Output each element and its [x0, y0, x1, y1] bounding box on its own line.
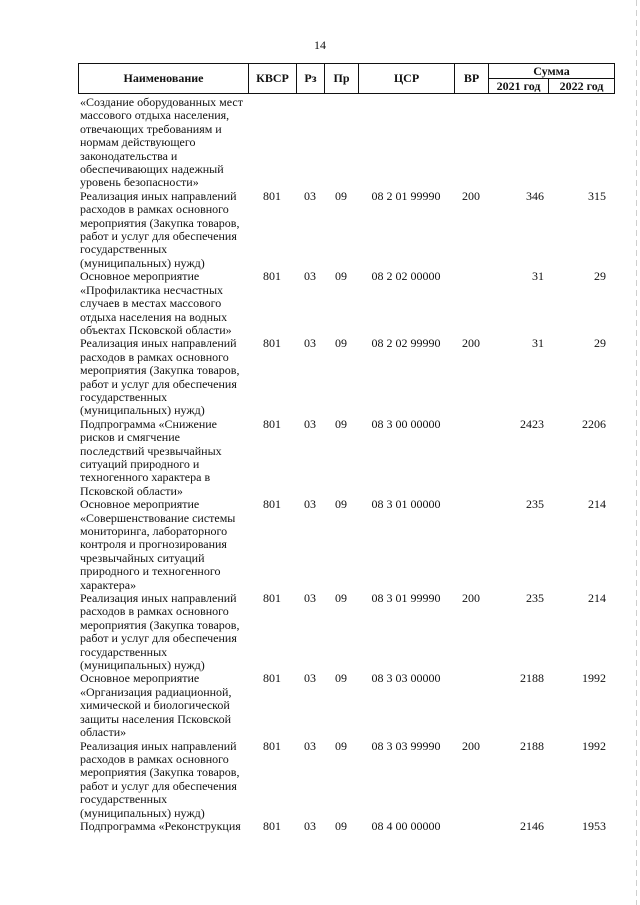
- cell-pr: 09: [335, 497, 347, 512]
- row-name-line: Реализация иных направлений: [80, 591, 237, 606]
- row-name-line: мероприятия (Закупка товаров,: [80, 363, 240, 378]
- row-name-line: Псковской области»: [80, 483, 183, 498]
- row-name: [78, 96, 248, 190]
- row-name-line: чрезвычайных ситуаций: [80, 550, 205, 565]
- row-name-line: Реализация иных направлений: [80, 738, 237, 753]
- row-name-line: государственных: [80, 792, 168, 807]
- row-name-line: уровень безопасности»: [80, 175, 199, 190]
- cell-pr: 09: [335, 818, 347, 833]
- row-name-line: контроля и прогнозирования: [80, 537, 227, 552]
- cell-kvsr: 801: [263, 416, 281, 431]
- scan-edge-artifact: [636, 0, 637, 905]
- page-number: 14: [314, 38, 326, 52]
- row-name-line: работ и услуг для обеспечения: [80, 631, 237, 646]
- cell-vr: 200: [462, 738, 480, 753]
- header-year-2022: 2022 год: [549, 79, 615, 94]
- row-name-line: Основное мероприятие: [80, 671, 200, 686]
- cell-vr: 200: [462, 188, 480, 203]
- cell-s2022: 29: [594, 336, 606, 351]
- row-name-line: техногенного характера в: [80, 470, 211, 485]
- row-name-line: расходов в рамках основного: [80, 604, 229, 619]
- row-name-line: работ и услуг для обеспечения: [80, 376, 237, 391]
- row-name: [78, 820, 248, 833]
- cell-kvsr: 801: [263, 738, 281, 753]
- table-row: [78, 498, 614, 592]
- cell-s2022: 2206: [582, 416, 606, 431]
- row-name-line: расходов в рамках основного: [80, 202, 229, 217]
- row-name-line: расходов в рамках основного: [80, 349, 229, 364]
- row-name-line: «Совершенствование системы: [80, 510, 236, 525]
- cell-pr: 09: [335, 591, 347, 606]
- row-name: [78, 270, 248, 337]
- cell-kvsr: 801: [263, 591, 281, 606]
- cell-s2021: 235: [526, 591, 544, 606]
- row-name-line: ситуаций природного и: [80, 456, 200, 471]
- cell-rz: 03: [304, 336, 316, 351]
- row-name-line: законодательства и: [80, 148, 178, 163]
- row-name: [78, 592, 248, 672]
- row-name-line: Подпрограмма «Снижение: [80, 416, 218, 431]
- row-name-line: области»: [80, 725, 127, 740]
- cell-s2021: 31: [532, 336, 544, 351]
- header-year-2021: 2021 год: [489, 79, 549, 94]
- cell-csr: 08 3 03 00000: [371, 671, 441, 686]
- cell-kvsr: 801: [263, 336, 281, 351]
- cell-s2022: 1992: [582, 738, 606, 753]
- cell-rz: 03: [304, 818, 316, 833]
- table-row: [78, 740, 614, 820]
- row-name-line: обеспечивающих надежный: [80, 162, 224, 177]
- table-row: [78, 592, 614, 672]
- cell-pr: 09: [335, 671, 347, 686]
- row-name-line: Основное мероприятие: [80, 497, 200, 512]
- row-name-line: природного и техногенного: [80, 564, 221, 579]
- row-name-line: защиты населения Псковской: [80, 711, 232, 726]
- cell-s2021: 346: [526, 188, 544, 203]
- cell-kvsr: 801: [263, 671, 281, 686]
- cell-vr: 200: [462, 336, 480, 351]
- row-name-line: «Создание оборудованных мест: [80, 95, 243, 109]
- header-pr: Пр: [325, 64, 359, 94]
- row-name-line: мероприятия (Закупка товаров,: [80, 765, 240, 780]
- header-name: Наименование: [79, 64, 249, 94]
- cell-rz: 03: [304, 671, 316, 686]
- row-name-line: работ и услуг для обеспечения: [80, 229, 237, 244]
- cell-kvsr: 801: [263, 269, 281, 284]
- table-header: [78, 63, 615, 94]
- row-name-line: Реализация иных направлений: [80, 336, 237, 351]
- cell-csr: 08 4 00 00000: [371, 818, 441, 833]
- row-name-line: государственных: [80, 242, 168, 257]
- cell-s2021: 2188: [520, 671, 544, 686]
- cell-csr: 08 2 01 99990: [371, 188, 441, 203]
- cell-csr: 08 3 03 99990: [371, 738, 441, 753]
- row-name-line: отдыха населения на водных: [80, 309, 228, 324]
- cell-vr: 200: [462, 591, 480, 606]
- table-row: [78, 672, 614, 739]
- cell-rz: 03: [304, 738, 316, 753]
- row-name: [78, 498, 248, 592]
- row-name-line: массового отдыха населения,: [80, 108, 230, 123]
- cell-pr: 09: [335, 269, 347, 284]
- table-row: [78, 418, 614, 498]
- cell-s2022: 214: [588, 591, 606, 606]
- cell-kvsr: 801: [263, 497, 281, 512]
- table-row: [78, 190, 614, 270]
- cell-csr: 08 3 01 00000: [371, 497, 441, 512]
- cell-kvsr: 801: [263, 818, 281, 833]
- row-name-line: (муниципальных) нужд): [80, 255, 205, 270]
- row-name-line: государственных: [80, 389, 168, 404]
- cell-s2022: 1992: [582, 671, 606, 686]
- row-name-line: мероприятия (Закупка товаров,: [80, 215, 240, 230]
- row-name-line: Основное мероприятие: [80, 269, 200, 284]
- header-sum: Сумма: [489, 64, 615, 79]
- row-name-line: государственных: [80, 644, 168, 659]
- header-kvsr: КВСР: [249, 64, 297, 94]
- cell-s2021: 235: [526, 497, 544, 512]
- cell-s2022: 214: [588, 497, 606, 512]
- cell-rz: 03: [304, 269, 316, 284]
- cell-pr: 09: [335, 738, 347, 753]
- row-name-line: мероприятия (Закупка товаров,: [80, 617, 240, 632]
- row-name-line: последствий чрезвычайных: [80, 443, 222, 458]
- row-name-line: работ и услуг для обеспечения: [80, 778, 237, 793]
- row-name-line: «Организация радиационной,: [80, 684, 232, 699]
- row-name: [78, 672, 248, 739]
- row-name-line: отвечающих требованиям и: [80, 121, 222, 136]
- cell-csr: 08 2 02 99990: [371, 336, 441, 351]
- cell-rz: 03: [304, 497, 316, 512]
- row-name-line: (муниципальных) нужд): [80, 658, 205, 673]
- table-row: [78, 820, 614, 833]
- cell-s2021: 31: [532, 269, 544, 284]
- row-name-line: «Профилактика несчастных: [80, 282, 224, 297]
- row-name-line: расходов в рамках основного: [80, 751, 229, 766]
- cell-pr: 09: [335, 336, 347, 351]
- row-name-line: мониторинга, лабораторного: [80, 524, 228, 538]
- cell-s2022: 29: [594, 269, 606, 284]
- row-name-line: Реализация иных направлений: [80, 188, 237, 203]
- row-name: [78, 337, 248, 417]
- cell-rz: 03: [304, 591, 316, 606]
- cell-csr: 08 3 01 99990: [371, 591, 441, 606]
- header-rz: Рз: [297, 64, 325, 94]
- row-name-line: нормам действующего: [80, 135, 196, 150]
- cell-csr: 08 3 00 00000: [371, 416, 441, 431]
- cell-s2021: 2423: [520, 416, 544, 431]
- table-row: [78, 270, 614, 337]
- cell-s2022: 1953: [582, 818, 606, 833]
- cell-csr: 08 2 02 00000: [371, 269, 441, 284]
- cell-kvsr: 801: [263, 188, 281, 203]
- row-name-line: Подпрограмма «Реконструкция: [80, 818, 241, 833]
- cell-rz: 03: [304, 188, 316, 203]
- row-name-line: химической и биологической: [80, 698, 230, 713]
- row-name: [78, 190, 248, 270]
- header-csr: ЦСР: [359, 64, 455, 94]
- row-name: [78, 740, 248, 820]
- cell-s2021: 2146: [520, 818, 544, 833]
- row-name-line: случаев в местах массового: [80, 296, 222, 311]
- row-name: [78, 418, 248, 498]
- row-name-line: рисков и смягчение: [80, 430, 180, 445]
- row-name-line: характера»: [80, 577, 137, 592]
- table-row: [78, 337, 614, 417]
- row-name-line: (муниципальных) нужд): [80, 403, 205, 418]
- row-name-line: объектах Псковской области»: [80, 322, 232, 337]
- row-name-line: (муниципальных) нужд): [80, 805, 205, 820]
- header-vr: ВР: [455, 64, 489, 94]
- table-body: [78, 96, 614, 833]
- cell-pr: 09: [335, 416, 347, 431]
- cell-pr: 09: [335, 188, 347, 203]
- cell-rz: 03: [304, 416, 316, 431]
- cell-s2021: 2188: [520, 738, 544, 753]
- cell-s2022: 315: [588, 188, 606, 203]
- table-row: [78, 96, 614, 190]
